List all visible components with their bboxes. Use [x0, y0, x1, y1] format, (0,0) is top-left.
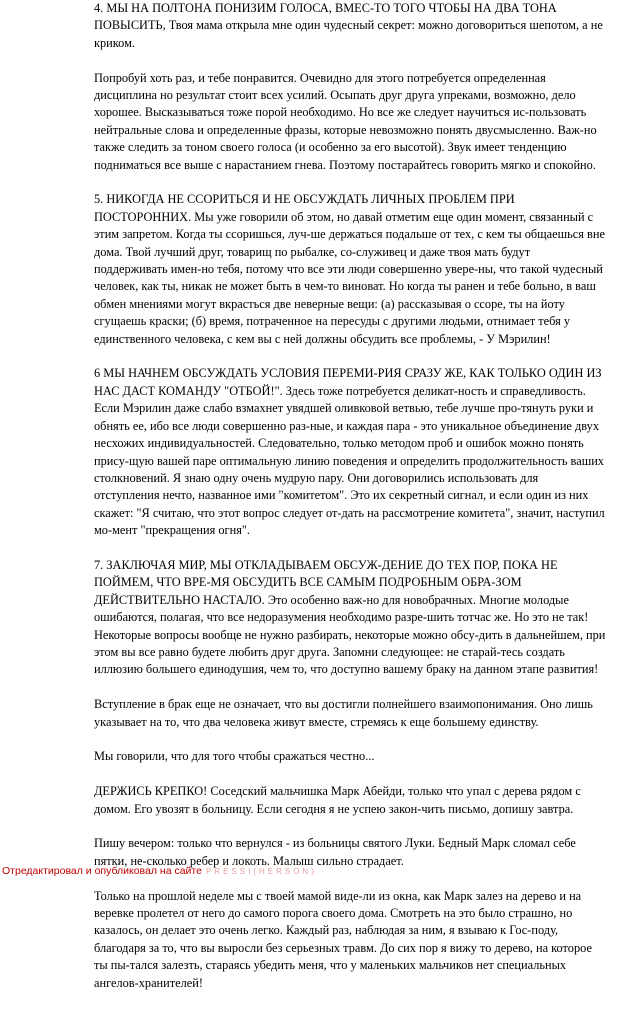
paragraph-rule-7: 7. ЗАКЛЮЧАЯ МИР, МЫ ОТКЛАДЫВАЕМ ОБСУЖ-ДЕНИЕ ДО ТЕХ ПОР, ПОКА НЕ ПОЙМЕМ, ЧТО ВРЕ-МЯ ОБСУДИТЬ ВСЕ САМЫМ ПОДРОБНЫМ ОБРА-ЗОМ ДЕЙСТВИТЕЛЬНО НАСТАЛО. Это особенно важ-но для новобрачных. Многие молодые ошибаются, полагая, что все недоразумения необходимо разре-шить тотчас же. Но это не так! Некоторые вопросы вообще не нужно разбирать, некоторые можно обсу-дить в дальнейшем, при этом вы все равно будете любить друг друга. Запомни следующее: не старай-тесь создать иллюзию большего единодушия, чем то, что доступно вашему браку на данном этапе развития!: [94, 557, 606, 677]
site-logo[interactable]: PRESSI(HERSON): [205, 867, 317, 876]
paragraph-rule-5: 5. НИКОГДА НЕ ССОРИТЬСЯ И НЕ ОБСУЖДАТЬ ЛИЧНЫХ ПРОБЛЕМ ПРИ ПОСТОРОННИХ. Мы уже говорили об этом, но давай отметим еще один момент, связанный с этим запретом. Когда ты ссоришься, луч-ше держаться подальше от тех, с кем ты общаешься вне дома. Твой лучший друг, товарищ по рыбалке, со-служивец и даже твоя мать будут поддерживать имен-но тебя, потому что все эти люди совершенно увере-ны, что такой чудесный человек, как ты, никак не может быть в чем-то виноват. Но когда ты ранен и тебе больно, в ваш обмен мнениями могут вкрасться две неверные вещи: (а) рассказывая о ссоре, ты на йоту сгущаешь краски; (б) время, потраченное на пересуды с другими людьми, отнимает тебя у единственного человека, с кем вы с ней должны обсудить все проблемы, - У Мэрилин!: [94, 192, 605, 346]
document-page: [94, 0, 606, 1009]
paragraph-tone-advice: Попробуй хоть раз, и тебе понравится. Очевидно для этого потребуется определенная дисциплина но результат стоит всех усилий. Осыпать друг друга упреками, возможно, дело хорошее. Высказываться тоже порой необходимо. Но все же следует научиться ис-пользовать нейтральные слова и определенные фразы, которые невозможно понять двусмысленно. Важ-но также следить за тоном своего голоса (и особенно за его высотой). Звук имеет тенденцию подниматься все выше с нарастанием гнева. Поэтому постарайтесь говорить мягко и спокойно.: [94, 70, 597, 172]
paragraph-hold-on: ДЕРЖИСЬ КРЕПКО! Соседский мальчишка Марк Абейди, только что упал с дерева рядом с домом. Его увозят в больницу. Если сегодня я не успею закон-чить письмо, допишу завтра.: [94, 784, 581, 816]
paragraph-evening: Пишу вечером: только что вернулся - из больницы святого Луки. Бедный Марк сломал себе пятки, не-сколько ребер и локоть. Малыш сильно страдает.: [94, 836, 576, 868]
footer-credit: [2, 864, 317, 878]
paragraph-last-week: Только на прошлой неделе мы с твоей мамой виде-ли из окна, как Марк залез на дерево и на веревке пролетел от него до самого порога своего дома. Смотреть на это было страшно, но казалось, он делает это очень легко. Каждый раз, наблюдая за ним, я взываю к Гос-поду, благодаря за то, что вы выросли без серьезных травм. До сих пор я вижу то дерево, на которое ты пы-тался залезть, стараясь убедить меня, что у маленьких мальчиков нет специальных ангелов-хранителей!: [94, 888, 592, 990]
footer-text: Отредактировал и опубликовал на сайте: [2, 865, 202, 877]
paragraph-rule-4: 4. МЫ НА ПОЛТОНА ПОНИЗИМ ГОЛОСА, ВМЕС-ТО ТОГО ЧТОБЫ НА ДВА ТОНА ПОВЫСИТЬ, Твоя мама открыла мне один чудесный секрет: можно договориться шепотом, а не криком.: [94, 1, 603, 50]
paragraph-marriage: Вступление в брак еще не означает, что вы достигли полнейшего взаимопонимания. Оно лишь указывает на то, что два человека живут вместе, стремясь к еще большему единству.: [94, 697, 593, 729]
paragraph-rule-6: 6 МЫ НАЧНЕМ ОБСУЖДАТЬ УСЛОВИЯ ПЕРЕМИ-РИЯ СРАЗУ ЖЕ, КАК ТОЛЬКО ОДИН ИЗ НАС ДАСТ КОМАНДУ "ОТБОЙ!". Здесь тоже потребуется деликат-ность и справедливость. Если Мэрилин даже слабо взмахнет увядшей оливковой ветвью, тебе лучше про-тянуть руки и обнять ее, ибо все люди совершенно раз-ные, и каждая пара - это уникальное объединение двух несхожих индивидуальностей. Следовательно, только методом проб и ошибок можно понять прису-щую вашей паре оптимальную линию поведения и определить продолжительность ваших столкновений. Я знаю одну очень мудрую пару. Они договорились использовать для отступления нечто, названное ими "комитетом". Это их секретный сигнал, и если один из них скажет: "Я считаю, что этот вопрос следует от-дать на рассмотрение комитета", значит, наступил мо-мент "прекращения огня".: [94, 366, 605, 538]
paragraph-fight-fair: Мы говорили, что для того чтобы сражаться честно...: [94, 749, 375, 764]
